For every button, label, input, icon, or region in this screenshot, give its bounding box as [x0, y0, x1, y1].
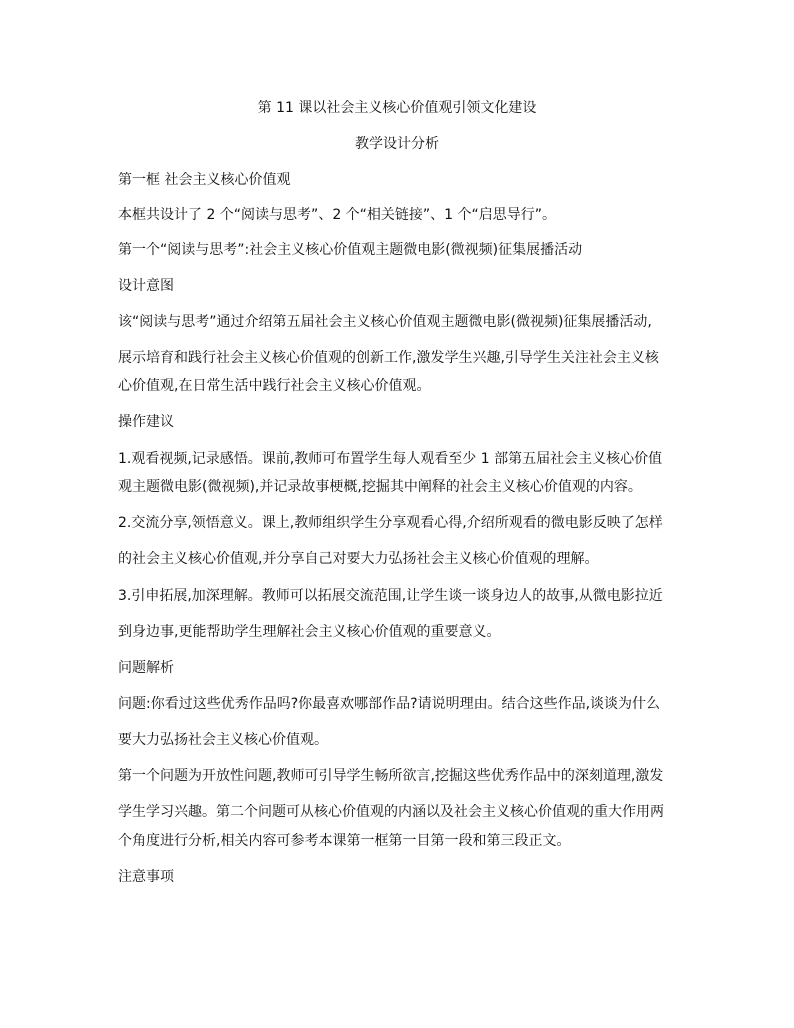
- paragraph-line: 的社会主义核心价值观,并分享自己对要大力弘扬社会主义核心价值观的理解。: [118, 551, 599, 567]
- paragraph-line: 观主题微电影(微视频),并记录故事梗概,挖掘其中阐释的社会主义核心价值观的内容。: [118, 479, 642, 495]
- section-heading: 注意事项: [118, 869, 174, 885]
- document-subtitle: 教学设计分析: [355, 136, 439, 152]
- section-heading: 操作建议: [118, 414, 174, 430]
- paragraph-line: 第一个“阅读与思考”:社会主义核心价值观主题微电影(微视频)征集展播活动: [118, 242, 583, 258]
- paragraph-line: 本框共设计了 2 个“阅读与思考”、2 个“相关链接”、1 个“启思导行”。: [118, 207, 557, 223]
- section-heading: 第一框 社会主义核心价值观: [118, 172, 291, 188]
- paragraph-line: 第一个问题为开放性问题,教师可引导学生畅所欲言,挖掘这些优秀作品中的深刻道理,激发: [118, 768, 664, 784]
- paragraph-line: 学生学习兴趣。第二个问题可从核心价值观的内涵以及社会主义核心价值观的重大作用两: [118, 804, 664, 820]
- section-heading: 问题解析: [118, 660, 174, 676]
- paragraph-line: 2.交流分享,领悟意义。课上,教师组织学生分享观看心得,介绍所观看的微电影反映了怎样: [118, 515, 663, 531]
- document-title: 第 11 课以社会主义核心价值观引领文化建设: [257, 100, 537, 116]
- paragraph-line: 心价值观,在日常生活中践行社会主义核心价值观。: [118, 378, 431, 394]
- paragraph-line: 1.观看视频,记录感悟。课前,教师可布置学生每人观看至少 1 部第五届社会主义核心价值: [118, 451, 663, 467]
- paragraph-line: 问题:你看过这些优秀作品吗?你最喜欢哪部作品?请说明理由。结合这些作品,谈谈为什么: [118, 696, 661, 712]
- paragraph-line: 该“阅读与思考”通过介绍第五届社会主义核心价值观主题微电影(微视频)征集展播活动,: [118, 314, 652, 330]
- paragraph-line: 到身边事,更能帮助学生理解社会主义核心价值观的重要意义。: [118, 624, 501, 640]
- paragraph-line: 3.引申拓展,加深理解。教师可以拓展交流范围,让学生谈一谈身边人的故事,从微电影拉近: [118, 588, 663, 604]
- paragraph-line: 要大力弘扬社会主义核心价值观。: [118, 732, 328, 748]
- section-heading: 设计意图: [118, 278, 174, 294]
- paragraph-line: 展示培育和践行社会主义核心价值观的创新工作,激发学生兴趣,引导学生关注社会主义核: [118, 350, 659, 366]
- paragraph-line: 个角度进行分析,相关内容可参考本课第一框第一目第一段和第三段正文。: [118, 833, 571, 849]
